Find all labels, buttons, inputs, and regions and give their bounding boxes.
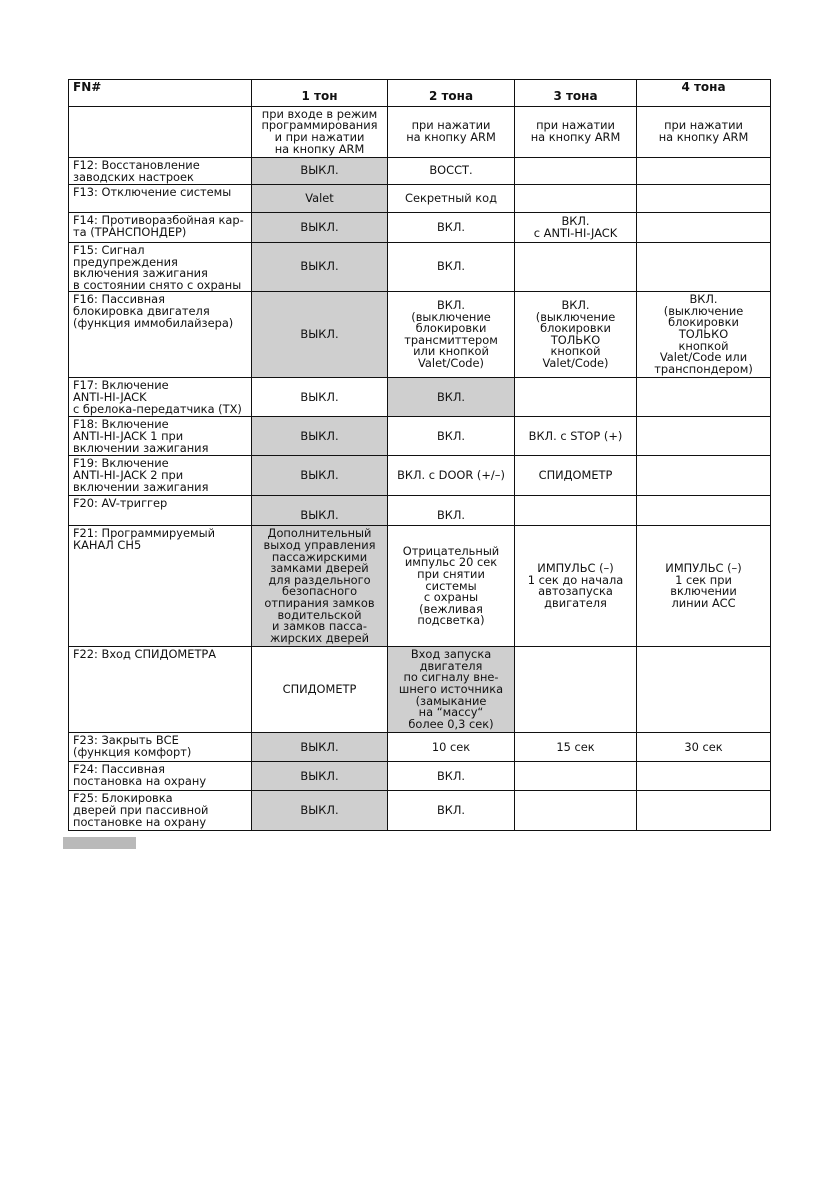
fn-label: F25: Блокировка дверей при пассивной постановке на охрану — [69, 791, 252, 831]
table-row — [69, 791, 771, 831]
tone-1-value: ВЫКЛ. — [252, 762, 388, 791]
table-row — [69, 526, 771, 647]
tone-4-value: ВКЛ. (выключение блокировки ТОЛЬКО кнопкой Valet/Code или транспондером) — [637, 292, 771, 378]
table-row — [69, 378, 771, 417]
fn-label: F17: Включение ANTI-HI-JACK с брелока-передатчика (TX) — [69, 378, 252, 417]
fn-label: F16: Пассивная блокировка двигателя (функция иммобилайзера) — [69, 292, 252, 378]
table-row — [69, 733, 771, 762]
fn-label: F18: Включение ANTI-HI-JACK 1 при включении зажигания — [69, 417, 252, 456]
trigger-tone-2: при нажатии на кнопку ARM — [388, 107, 515, 158]
fn-label: F14: Противоразбойная кар- та (ТРАНСПОНДЕР) — [69, 213, 252, 243]
tone-1-value: ВЫКЛ. — [252, 243, 388, 292]
fn-label: F23: Закрыть ВСЕ (функция комфорт) — [69, 733, 252, 762]
tone-2-value: ВКЛ. — [388, 243, 515, 292]
tone-2-value: ВКЛ. — [388, 417, 515, 456]
tone-3-value — [515, 791, 637, 831]
tone-2-value: Секретный код — [388, 185, 515, 213]
tone-4-value — [637, 185, 771, 213]
tone-4-value: ИМПУЛЬС (–) 1 сек при включении линии ACC — [637, 526, 771, 647]
fn-label: F21: Программируемый КАНАЛ CH5 — [69, 526, 252, 647]
tone-2-value: ВКЛ. (выключение блокировки трансмиттером или кнопкой Valet/Code) — [388, 292, 515, 378]
fn-label: F20: AV-триггер — [69, 496, 252, 526]
tone-4-value — [637, 762, 771, 791]
tone-3-value: ВКЛ. (выключение блокировки ТОЛЬКО кнопкой Valet/Code) — [515, 292, 637, 378]
tone-2-value: 10 сек — [388, 733, 515, 762]
trigger-tone-4: при нажатии на кнопку ARM — [637, 107, 771, 158]
tone-1-value: ВЫКЛ. — [252, 733, 388, 762]
table-row — [69, 456, 771, 496]
fn-label: F12: Восстановление заводских настроек — [69, 158, 252, 185]
fn-label: F19: Включение ANTI-HI-JACK 2 при включении зажигания — [69, 456, 252, 496]
tone-3-value — [515, 762, 637, 791]
tone-1-value: ВЫКЛ. — [252, 791, 388, 831]
tone-3-value: ВКЛ. с STOP (+) — [515, 417, 637, 456]
header-row — [69, 80, 771, 107]
tone-3-value: ВКЛ. с ANTI-HI-JACK — [515, 213, 637, 243]
table-row — [69, 213, 771, 243]
tone-1-value: ВЫКЛ. — [252, 158, 388, 185]
fn-label: F13: Отключение системы — [69, 185, 252, 213]
tone-3-value — [515, 647, 637, 733]
tone-2-value: ВКЛ. — [388, 791, 515, 831]
tone-4-value — [637, 158, 771, 185]
table-row — [69, 417, 771, 456]
tone-1-value: СПИДОМЕТР — [252, 647, 388, 733]
tone-3-value — [515, 496, 637, 526]
tone-2-value: ВКЛ. — [388, 496, 515, 526]
tone-2-value: ВОССТ. — [388, 158, 515, 185]
tone-4-value — [637, 378, 771, 417]
tone-1-header: 1 тон — [252, 80, 388, 107]
tone-1-value: ВЫКЛ. — [252, 292, 388, 378]
table-row — [69, 496, 771, 526]
tone-4-value: 30 сек — [637, 733, 771, 762]
trigger-tone-1: при входе в режим программирования и при нажатии на кнопку ARM — [252, 107, 388, 158]
default-setting-swatch — [63, 837, 136, 849]
tone-4-value — [637, 417, 771, 456]
table-row — [69, 243, 771, 292]
fn-label: F15: Сигнал предупреждения включения зажигания в состоянии снято с охраны — [69, 243, 252, 292]
tone-3-header: 3 тона — [515, 80, 637, 107]
tone-1-value: ВЫКЛ. — [252, 496, 388, 526]
table-row — [69, 292, 771, 378]
tone-2-header: 2 тона — [388, 80, 515, 107]
tone-3-value — [515, 158, 637, 185]
trigger-row — [69, 107, 771, 158]
trigger-tone-3: при нажатии на кнопку ARM — [515, 107, 637, 158]
tone-1-value: Дополнительный выход управления пассажирскими замками дверей для раздельного безопасного отпирания замков водительской и замков пасса- жирских дверей — [252, 526, 388, 647]
tone-1-value: ВЫКЛ. — [252, 378, 388, 417]
tone-3-value: 15 сек — [515, 733, 637, 762]
tone-2-value: ВКЛ. с DOOR (+/–) — [388, 456, 515, 496]
tone-2-value: ВКЛ. — [388, 762, 515, 791]
tone-3-value — [515, 243, 637, 292]
tone-4-value — [637, 647, 771, 733]
tone-3-value — [515, 378, 637, 417]
tone-2-value: Вход запуска двигателя по сигналу вне- шнего источника (замыкание на “массу“ более 0,3 сек) — [388, 647, 515, 733]
tone-4-value — [637, 243, 771, 292]
tone-1-value: ВЫКЛ. — [252, 213, 388, 243]
function-table — [68, 79, 771, 831]
tone-4-value — [637, 213, 771, 243]
tone-2-value: ВКЛ. — [388, 378, 515, 417]
trigger-empty-cell — [69, 107, 252, 158]
fn-label: F22: Вход СПИДОМЕТРА — [69, 647, 252, 733]
tone-1-value: ВЫКЛ. — [252, 456, 388, 496]
tone-4-value — [637, 496, 771, 526]
table-row — [69, 185, 771, 213]
tone-4-value — [637, 456, 771, 496]
tone-4-header: 4 тона — [637, 80, 771, 107]
tone-3-value — [515, 185, 637, 213]
fn-column-header: FN# — [69, 80, 252, 107]
tone-3-value: СПИДОМЕТР — [515, 456, 637, 496]
table-row — [69, 158, 771, 185]
table-row — [69, 762, 771, 791]
tone-1-value: ВЫКЛ. — [252, 417, 388, 456]
table-row — [69, 647, 771, 733]
fn-label: F24: Пассивная постановка на охрану — [69, 762, 252, 791]
tone-2-value: Отрицательный импульс 20 сек при снятии системы с охраны (вежливая подсветка) — [388, 526, 515, 647]
tone-4-value — [637, 791, 771, 831]
tone-1-value: Valet — [252, 185, 388, 213]
tone-3-value: ИМПУЛЬС (–) 1 сек до начала автозапуска двигателя — [515, 526, 637, 647]
tone-2-value: ВКЛ. — [388, 213, 515, 243]
